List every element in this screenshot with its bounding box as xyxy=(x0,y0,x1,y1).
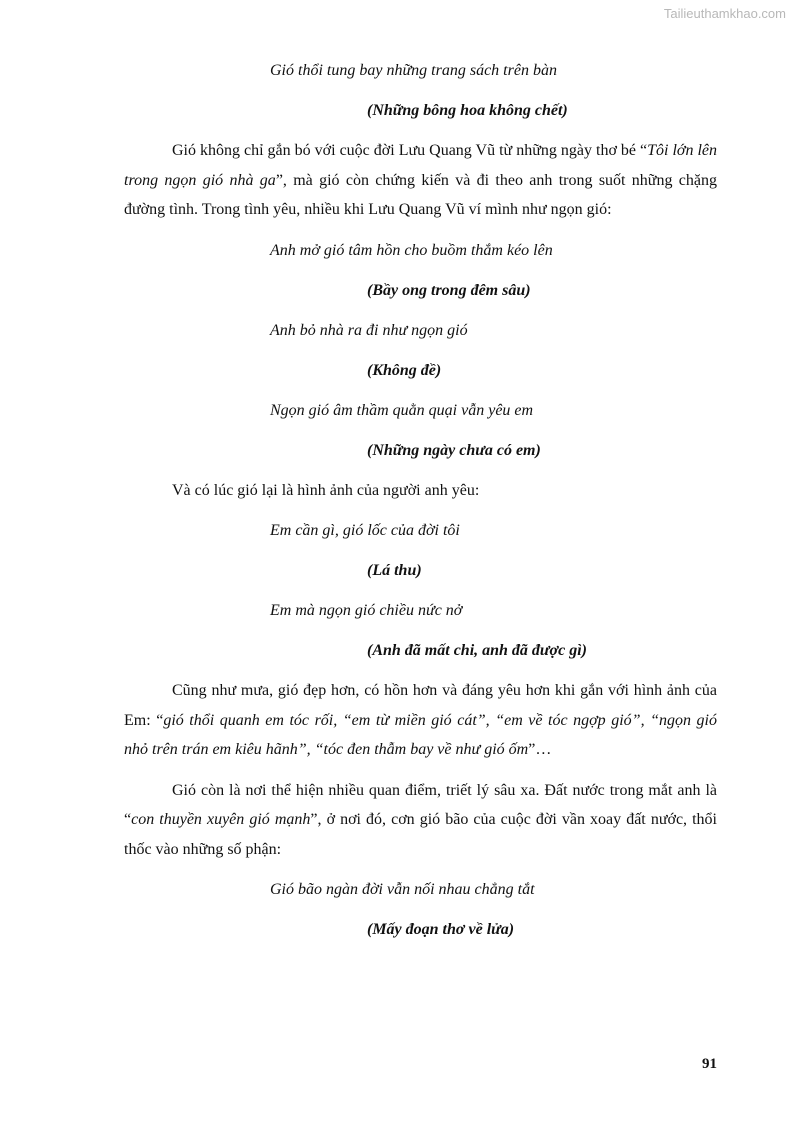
document-body xyxy=(124,56,717,955)
paragraph-text: Gió không chỉ gắn bó với cuộc đời Lưu Quang Vũ từ những ngày thơ bé “ xyxy=(172,142,648,159)
verse-line: Gió thổi tung bay những trang sách trên bàn xyxy=(270,62,557,79)
page-number: 91 xyxy=(702,1056,717,1072)
verse-line: Anh bỏ nhà ra đi như ngọn gió xyxy=(270,321,468,339)
poem-source: (Không đề) xyxy=(367,361,442,379)
paragraph-text: ”, mà gió còn chứng kiến và đi theo anh trong suốt những chặng đường tình. Trong tình yêu, nhiều khi Lưu Quang Vũ ví mình như ngọn gió: xyxy=(124,171,718,218)
poem-source: (Mấy đoạn thơ về lửa) xyxy=(367,921,515,938)
quoted-verse: con thuyền xuyên gió mạnh xyxy=(131,811,311,828)
verse-line: Ngọn gió âm thầm quằn quại vẫn yêu em xyxy=(270,401,534,419)
paragraph: Và có lúc gió lại là hình ảnh của người anh yêu: xyxy=(172,481,480,499)
verse-line: Anh mở gió tâm hồn cho buồm thắm kéo lên xyxy=(270,241,553,259)
verse-line: Em mà ngọn gió chiều nức nở xyxy=(270,602,463,619)
watermark-text: Tailieuthamkhao.com xyxy=(663,6,786,21)
poem-source: (Lá thu) xyxy=(367,562,422,579)
poem-source: (Những ngày chưa có em) xyxy=(367,441,541,459)
paragraph xyxy=(124,676,717,765)
paragraph xyxy=(124,776,717,865)
paragraph-text: ”… xyxy=(528,741,552,758)
paragraph xyxy=(124,136,717,225)
poem-source: (Bầy ong trong đêm sâu) xyxy=(367,281,531,299)
quoted-verse: gió thổi quanh em tóc rối, “em từ miền gió cát”, “em về tóc ngợp gió”, “ngọn gió nhỏ trên trán em kiêu hãnh”, “tóc đen thẫm bay về như gió ốm xyxy=(124,711,717,758)
verse-line: Gió bão ngàn đời vẫn nối nhau chẳng tắt xyxy=(270,881,535,898)
paragraph-text: ”, ở nơi đó, cơn gió bão của cuộc đời vần xoay đất nước, thổi thốc vào những số phận: xyxy=(124,811,717,858)
poem-source: (Những bông hoa không chết) xyxy=(367,102,568,119)
paragraph-text: Cũng như mưa, gió đẹp hơn, có hồn hơn và đáng yêu hơn khi gắn với hình ảnh của Em: “ xyxy=(124,682,717,729)
quoted-verse: Tôi lớn lên trong ngọn gió nhà ga xyxy=(124,142,718,189)
poem-source: (Anh đã mất chi, anh đã được gì) xyxy=(367,642,587,659)
verse-line: Em cần gì, gió lốc của đời tôi xyxy=(270,522,460,539)
paragraph-text: Gió còn là nơi thể hiện nhiều quan điểm, triết lý sâu xa. Đất nước trong mắt anh là “ xyxy=(124,781,717,828)
